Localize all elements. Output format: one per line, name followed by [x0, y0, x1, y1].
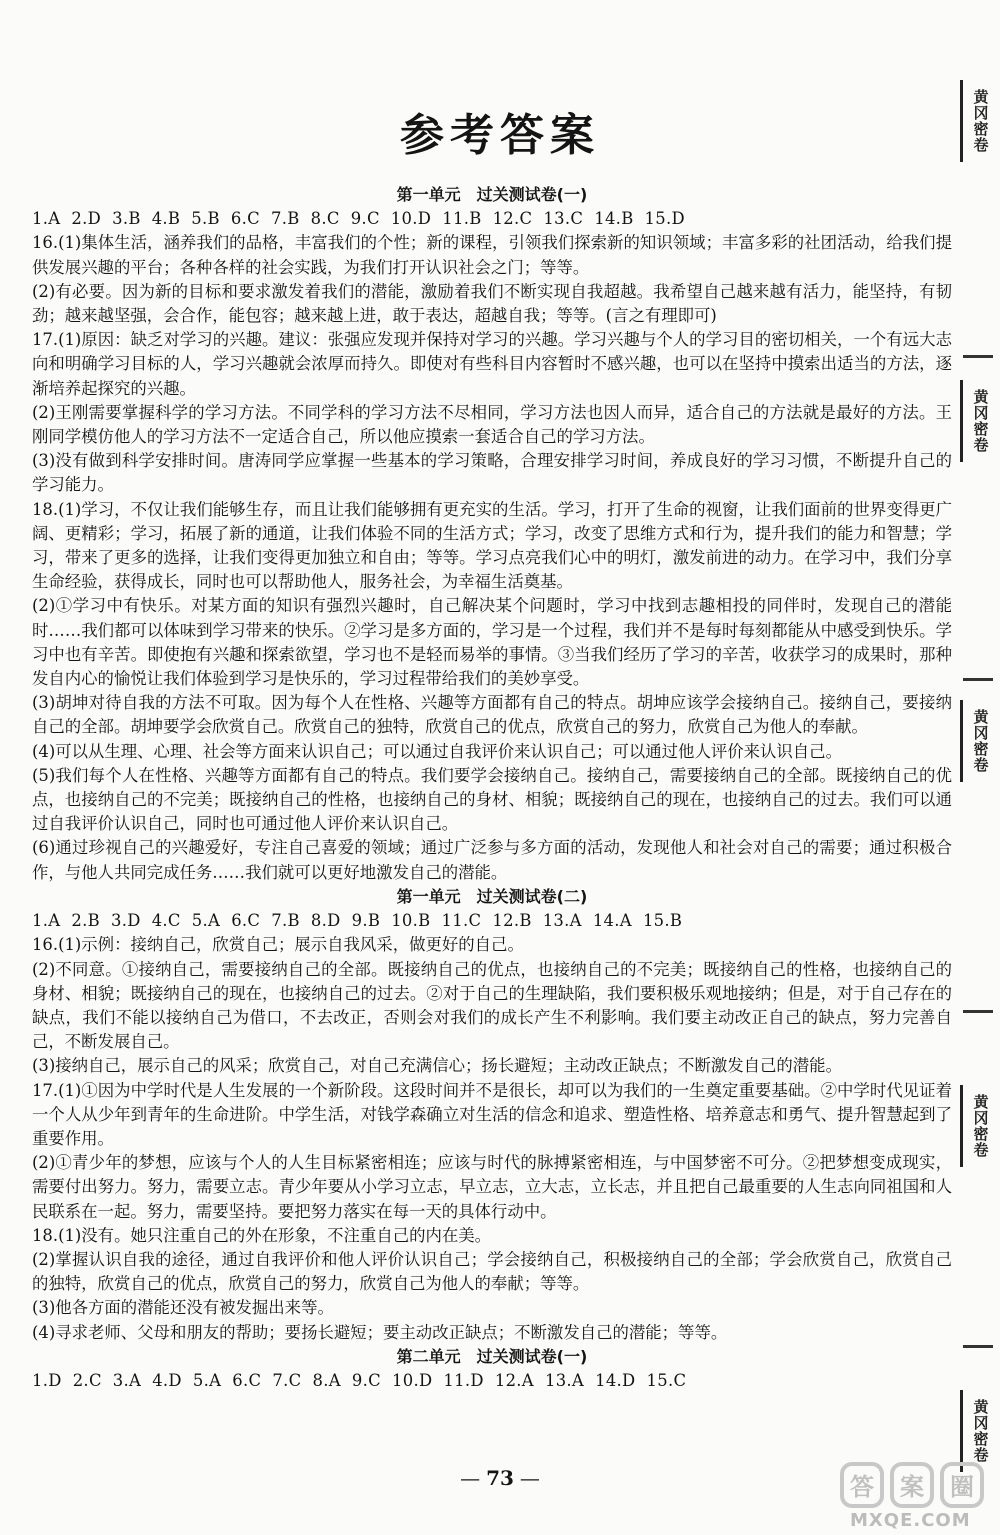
section [32, 1345, 952, 1393]
answer-paragraph: (2)王刚需要掌握科学的学习方法。不同学科的学习方法不尽相同，学习方法也因人而异，适合自己的方法就是最好的方法。王刚同学模仿他人的学习方法不一定适合自己，所以他应摸索一套适合自己的学习方法。 [32, 402, 952, 447]
answer-paragraph: (2)掌握认识自我的途径，通过自我评价和他人评价认识自己；学会接纳自己，积极接纳自己的全部；学会欣赏自己，欣赏自己的独特，欣赏自己的优点，欣赏自己的努力，欣赏自己为他人的奉献；等等。 [32, 1249, 952, 1294]
page-number-dash: — [460, 1466, 481, 1490]
page-title: 参考答案 [400, 110, 600, 161]
answer-paragraph: (2)有必要。因为新的目标和要求激发着我们的潜能，激励着我们不断实现自我超越。我希望自己越来越有活力，能坚持，有韧劲；越来越坚强，会合作，能包容；越来越上进，敢于表达，超越自我；等等。(言之有理即可) [32, 281, 952, 326]
choice-answers: 1.A 2.B 3.D 4.C 5.A 6.C 7.B 8.D 9.B 10.B 11.C 12.B 13.A 14.A 15.B [32, 911, 683, 931]
watermark-text: MXQE.COM [850, 1510, 971, 1531]
answer-paragraph: (6)通过珍视自己的兴趣爱好，专注自己喜爱的领域；通过广泛参与多方面的活动，发现他人和社会对自己的需要；通过积极合作，与他人共同完成任务……我们就可以更好地激发自己的潜能。 [32, 838, 952, 882]
side-divider [963, 355, 993, 358]
answer-paragraph: (4)寻求老师、父母和朋友的帮助；要扬长避短；要主动改正缺点；不断激发自己的潜能；等等。 [32, 1322, 728, 1342]
answer-paragraph: (4)可以从生理、心理、社会等方面来认识自己；可以通过自我评价来认识自己；可以通过他人评价来认识自己。 [32, 741, 842, 761]
choice-answers: 1.A 2.D 3.B 4.B 5.B 6.C 7.B 8.C 9.C 10.D 11.B 12.C 13.C 14.B 15.D [32, 209, 685, 229]
answer-content [32, 183, 952, 1393]
section-title: 第一单元 过关测试卷(一) [396, 185, 588, 204]
side-tab-label: 黄冈密卷 [960, 700, 999, 782]
answer-paragraph: (5)我们每个人在性格、兴趣等方面都有自己的特点。我们要学会接纳自己。接纳自己，需要接纳自己的全部。既接纳自己的优点，也接纳自己的不完美；既接纳自己的性格，也接纳自己的身材、相貌；既接纳自己的现在，也接纳自己的过去。我们可以通过自我评价认识自己，同时也可通过他人评价来认识自己。 [32, 765, 952, 834]
answer-paragraph: (3)没有做到科学安排时间。唐涛同学应掌握一些基本的学习策略，合理安排学习时间，养成良好的学习习惯，不断提升自己的学习能力。 [32, 451, 952, 495]
section [32, 183, 952, 885]
answer-paragraph: 18.(1)学习，不仅让我们能够生存，而且让我们能够拥有更充实的生活。学习，打开了生命的视窗，让我们面前的世界变得更广阔、更精彩；学习，拓展了新的通道，让我们体验不同的生活方式；学习，改变了思维方式和行为，提升我们的能力和智慧；学习，带来了更多的选择，让我们变得更加独立和自由；等等。学习点亮我们心中的明灯，激发前进的动力。在学习中，我们分享生命经验，获得成长，同时也可以帮助他人，服务社会，为幸福生活奠基。 [32, 499, 952, 592]
side-tab-label: 黄冈密卷 [960, 80, 999, 162]
answer-paragraph: (3)接纳自己，展示自己的风采；欣赏自己，对自己充满信心；扬长避短；主动改正缺点；不断激发自己的潜能。 [32, 1056, 842, 1076]
answer-paragraph: (3)他各方面的潜能还没有被发掘出来等。 [32, 1298, 334, 1318]
answer-paragraph: (2)①青少年的梦想，应该与个人的人生目标紧密相连；应该与时代的脉搏紧密相连，与中国梦密不可分。②把梦想变成现实，需要付出努力。努力，需要立志。青少年要从小学习立志，早立志，立大志，立长志，并且把自己最重要的人生志向同祖国和人民联系在一起。努力，需要坚持。要把努力落实在每一天的具体行动中。 [32, 1153, 952, 1221]
answer-paragraph: (2)①学习中有快乐。对某方面的知识有强烈兴趣时，自己解决某个问题时，学习中找到志趣相投的同伴时，发现自己的潜能时……我们都可以体味到学习带来的快乐。②学习是多方面的，学习是一个过程，我们并不是每时每刻都能从中感受到快乐。学习中也有辛苦。即使抱有兴趣和探索欲望，学习也不是轻而易举的事情。③当我们经历了学习的辛苦，收获学习的成果时，那种发自内心的愉悦让我们体验到学习是快乐的，学习过程带给我们的美妙享受。 [32, 596, 952, 689]
section-title: 第二单元 过关测试卷(一) [396, 1346, 588, 1366]
page-number-value: 73 [486, 1466, 514, 1490]
answer-paragraph: 17.(1)①因为中学时代是人生发展的一个新阶段。这段时间并不是很长，却可以为我们的一生奠定重要基础。②中学时代见证着一个人从少年到青年的生命进阶。中学生活，对钱学森确立对生活的信念和追求、塑造性格、培养意志和勇气、提升智慧起到了重要作用。 [32, 1080, 952, 1148]
choice-answers: 1.D 2.C 3.A 4.D 5.A 6.C 7.C 8.A 9.C 10.D 11.D 12.A 13.A 14.D 15.C [32, 1370, 687, 1390]
section-title: 第一单元 过关测试卷(二) [396, 886, 588, 906]
svg-text:答: 答 [850, 1473, 874, 1501]
answer-paragraph: 18.(1)没有。她只注重自己的外在形象，不注重自己的内在美。 [32, 1225, 492, 1245]
answer-paragraph: 16.(1)集体生活，涵养我们的品格，丰富我们的个性；新的课程，引领我们探索新的知识领域；丰富多彩的社团活动，给我们提供发展兴趣的平台；各种各样的社会实践，为我们打开认识社会之门；等等。 [32, 233, 952, 277]
answer-paragraph: (3)胡坤对待自我的方法不可取。因为每个人在性格、兴趣等方面都有自己的特点。胡坤应该学会接纳自己。接纳自己，要接纳自己的全部。胡坤要学会欣赏自己。欣赏自己的独特，欣赏自己的优点，欣赏自己的努力，欣赏自己为他人的奉献。 [32, 693, 952, 737]
svg-text:圈: 圈 [950, 1473, 974, 1501]
side-divider [963, 678, 993, 681]
page-number-dash: — [519, 1466, 540, 1490]
side-tab-label: 黄冈密卷 [960, 1390, 999, 1472]
svg-text:案: 案 [900, 1473, 924, 1501]
side-divider [963, 1010, 993, 1013]
answer-paragraph: 17.(1)原因：缺乏对学习的兴趣。建议：张强应发现并保持对学习的兴趣。学习兴趣与个人的学习目的密切相关，一个有远大志向和明确学习目标的人，学习兴趣就会浓厚而持久。即使对有些科目内容暂时不感兴趣，也可以在坚持中摸索出适当的方法，逐渐培养起探究的兴趣。 [32, 330, 952, 398]
section [32, 885, 952, 1345]
side-tab-label: 黄冈密卷 [960, 380, 999, 462]
answer-paragraph: 16.(1)示例：接纳自己，欣赏自己；展示自我风采，做更好的自己。 [32, 935, 524, 955]
answer-paragraph: (2)不同意。①接纳自己，需要接纳自己的全部。既接纳自己的优点，也接纳自己的不完美；既接纳自己的性格，也接纳自己的身材、相貌；既接纳自己的现在，也接纳自己的过去。②对于自己的生理缺陷，我们要积极乐观地接纳；但是，对于自己存在的缺点，我们不能以接纳自己为借口，不去改正，否则会对我们的成长产生不利影响。我们要主动改正自己的缺点，努力完善自己，不断发展自己。 [32, 959, 952, 1052]
side-tab-label: 黄冈密卷 [960, 1085, 999, 1167]
side-divider [963, 1345, 993, 1348]
